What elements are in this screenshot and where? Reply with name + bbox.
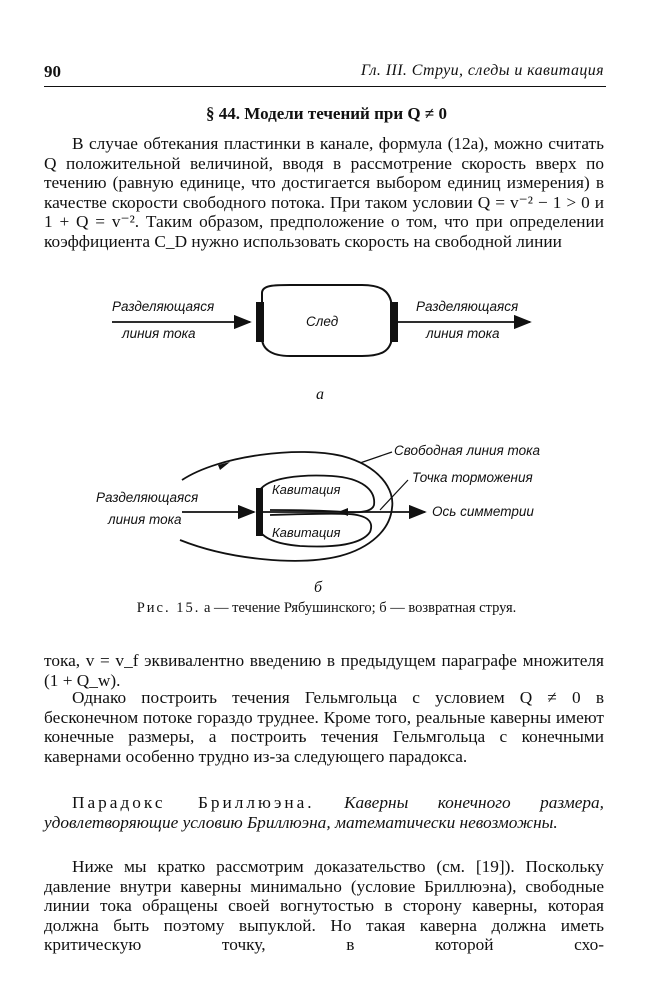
fig-b-left-label-2: линия тока <box>108 512 182 527</box>
fig-b-left-label-1: Разделяющаяся <box>96 490 199 505</box>
fig-a-letter: а <box>316 386 324 403</box>
fig-a-wake-label: След <box>306 314 339 329</box>
plate <box>256 488 263 536</box>
running-title: Гл. III. Струи, следы и кавитация <box>360 62 604 79</box>
section-title: § 44. Модели течений при Q ≠ 0 <box>206 104 447 123</box>
fig-a-right-label-1: Разделяющаяся <box>416 299 519 314</box>
stagnation-leader <box>380 480 408 510</box>
fig-b-stagnation-label: Точка торможения <box>412 470 533 485</box>
fig-a-left-label-2: линия тока <box>122 326 196 341</box>
fig-b-letter: б <box>314 579 323 596</box>
fig-b-axis-label: Ось симметрии <box>432 504 534 519</box>
paragraph-4 <box>44 793 604 832</box>
fig-a-right-label-2: линия тока <box>426 326 500 341</box>
fig-b-cavity-top-label: Кавитация <box>272 482 341 497</box>
figure-caption <box>0 600 653 617</box>
caption-prefix: Рис. 15. <box>136 600 201 616</box>
paragraph-1: В случае обтекания пластинки в канале, формула (12а), можно считать Q положительной величиной, вводя в рассмотрение скорость вверх по течению (равную единице, что достигается выбором единиц измерения) в качестве скорости свободного потока. При таком условии Q = v⁻² − 1 > 0 и 1 + Q = v⁻². Таким образом, предположение о том, что при определении коэффициента C_D нужно использовать скорость на свободной линии <box>44 134 604 251</box>
caption-text: а — течение Рябушинского; б — возвратная струя. <box>200 600 517 616</box>
return-jet-arrow <box>338 508 348 516</box>
paragraph-5: Ниже мы кратко рассмотрим доказательство (см. [19]). Поскольку давление внутри каверны минимально (условие Бриллюэна), свободные линии тока обращены своей вогнутостью в сторону каверны, которая должна быть поэтому выпуклой. Но такая каверна должна иметь критическую точку, в которой схо- <box>44 857 604 955</box>
free-streamline-leader <box>360 452 392 463</box>
paragraph-3: Однако построить течения Гельмгольца с условием Q ≠ 0 в бесконечном потоке гораздо труднее. Кроме того, реальные каверны имеют конечные размеры, а построить течения Гельмгольца с конечными кавернами особенно трудно из-за следующего парадокса. <box>44 688 604 766</box>
fig-a-left-label-1: Разделяющаяся <box>112 299 215 314</box>
paradox-statement: Каверны конечного размера, удовлетворяющие условию Бриллюэна, математически невозможны. <box>44 793 604 832</box>
fig-b-free-streamline-label: Свободная линия тока <box>394 443 540 458</box>
paragraph-2: тока, v = v_f эквивалентно введению в предыдущем параграфе множителя (1 + Q_w). <box>44 651 604 690</box>
page-number: 90 <box>44 62 61 81</box>
fig-b-cavity-bottom-label: Кавитация <box>272 525 341 540</box>
paradox-lead: Парадокс Бриллюэна. <box>72 793 315 812</box>
